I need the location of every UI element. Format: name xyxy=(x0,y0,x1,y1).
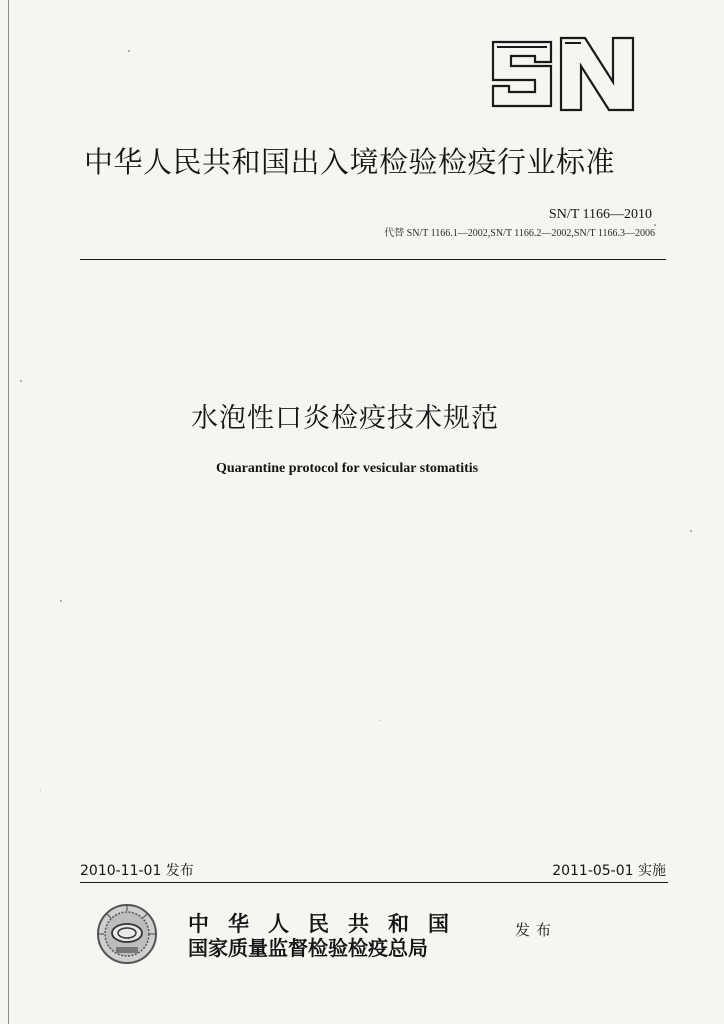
scan-speck xyxy=(128,50,130,52)
publish-label: 发布 xyxy=(515,921,558,939)
replaces-standards: 代替 SN/T 1166.1—2002,SN/T 1166.2—2002,SN/T 1166.3—2006 xyxy=(384,228,655,239)
standard-number: SN/T 1166—2010 xyxy=(548,207,652,222)
scan-speck xyxy=(690,530,692,532)
sn-logo xyxy=(489,21,635,112)
header-divider xyxy=(80,259,666,260)
scan-speck xyxy=(40,790,41,791)
scan-speck xyxy=(20,380,22,382)
aqsiq-seal-icon xyxy=(96,903,158,965)
document-title-english: Quarantine protocol for vesicular stomatitis xyxy=(216,461,479,476)
issuer-agency: 国家质量监督检验检疫总局 xyxy=(188,936,428,960)
scan-speck xyxy=(380,720,381,721)
footer-divider xyxy=(80,882,668,883)
industry-standard-title: 中华人民共和国出入境检验检疫行业标准 xyxy=(84,145,616,179)
issue-date: 2010-11-01 发布 xyxy=(80,863,194,879)
document-title-chinese: 水泡性口炎检疫技术规范 xyxy=(191,403,499,434)
svg-text:SN: SN xyxy=(489,21,512,40)
scan-speck xyxy=(654,224,656,226)
page-left-edge xyxy=(8,0,9,1024)
scan-speck xyxy=(60,600,62,602)
implementation-date: 2011-05-01 实施 xyxy=(552,863,666,879)
issuer-country: 中华人民共和国 xyxy=(188,911,468,936)
